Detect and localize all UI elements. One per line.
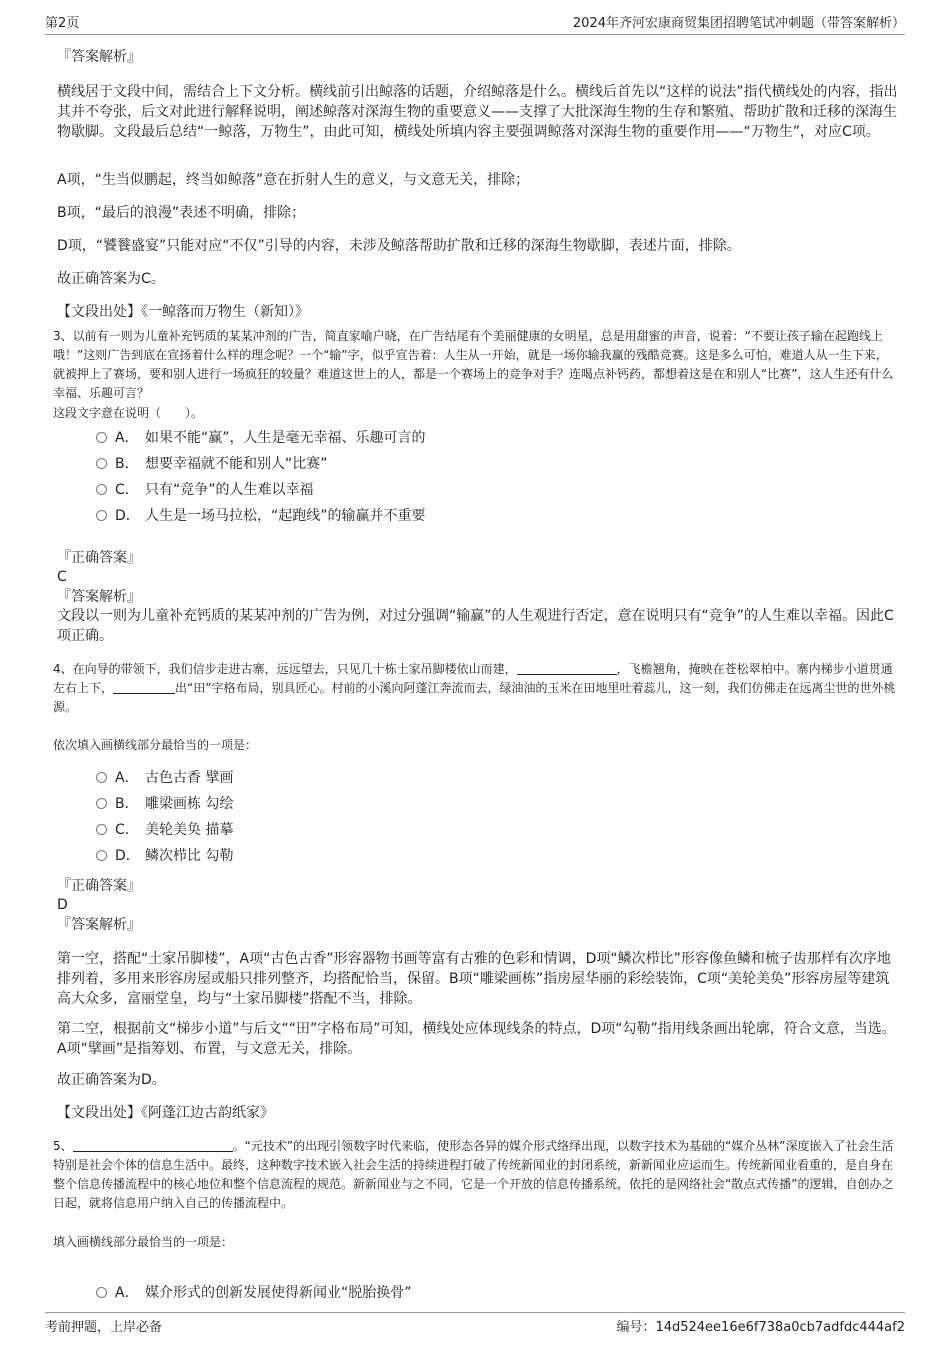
fill-blank <box>113 680 175 694</box>
q3-option-c[interactable]: C． 只有“竞争”的人生难以幸福 <box>96 480 314 500</box>
page-footer <box>45 1312 905 1338</box>
q3-answer: C <box>57 569 67 585</box>
q3-analysis: 文段以一则为儿童补充钙质的某某冲剂的广告为例，对过分强调“输赢”的人生观进行否定，意在说明只有“竞争”的人生难以幸福。因此C项正确。 <box>57 608 894 644</box>
q4-analysis-label: 『答案解析』 <box>57 917 141 933</box>
q3-option-d[interactable]: D． 人生是一场马拉松，“起跑线”的输赢并不重要 <box>96 506 426 526</box>
q4-conclusion: 故正确答案为D。 <box>57 1072 166 1088</box>
radio-icon[interactable] <box>96 458 107 469</box>
q4-analysis-1: 第一空，搭配“土家吊脚楼”，A项“古色古香”形容器物书画等富有古雅的色彩和情调，D项“鳞次栉比”形容像鱼鳞和梳子齿那样有次序地排列着，多用来形容房屋或船只排列整齐，均搭配恰当，保留。B项“雕梁画栋”指房屋华丽的彩绘装饰，C项“美轮美奂”形容房屋等建筑高大众多，富丽堂皇，均与“土家吊脚楼”搭配不当，排除。 <box>57 951 891 1007</box>
q4-answer-label: 『正确答案』 <box>57 878 141 894</box>
option-analysis-b: B项，“最后的浪漫”表述不明确，排除； <box>57 205 306 221</box>
q3-option-b[interactable]: B． 想要幸福就不能和别人“比赛” <box>96 454 328 474</box>
radio-icon[interactable] <box>96 798 107 809</box>
q3-answer-label: 『正确答案』 <box>57 550 141 566</box>
fill-blank <box>517 661 617 675</box>
conclusion: 故正确答案为C。 <box>57 271 165 287</box>
q4-option-c[interactable]: C． 美轮美奂 描摹 <box>96 820 233 840</box>
analysis-label: 『答案解析』 <box>57 49 141 65</box>
q3-analysis-label: 『答案解析』 <box>57 589 141 605</box>
q3-option-a[interactable]: A． 如果不能“赢”，人生是毫无幸福、乐趣可言的 <box>96 428 426 448</box>
radio-icon[interactable] <box>96 484 107 495</box>
q4-analysis-2: 第二空，根据前文“梯步小道”与后文““田”字格布局”可知，横线处应体现线条的特点，D项“勾勒”指用线条画出轮廓，符合文意，当选。A项“擘画”是指筹划、布置，与文意无关，排除。 <box>57 1021 896 1057</box>
q4-option-a[interactable]: A． 古色古香 擘画 <box>96 768 233 788</box>
question-5-prompt: 填入画横线部分最恰当的一项是： <box>53 1235 234 1249</box>
page-header <box>45 12 905 35</box>
source: 【文段出处】《一鲸落而万物生（新知）》 <box>57 304 309 320</box>
q4-option-b[interactable]: B． 雕梁画栋 勾绘 <box>96 794 233 814</box>
radio-icon[interactable] <box>96 432 107 443</box>
document-id: 编号：14d524ee16e6f738a0cb7adfdc444af2 <box>616 1320 905 1335</box>
question-4-text: 4、在向导的带领下，我们信步走进古寨，远远望去，只见几十栋土家吊脚楼依山而建， ，飞檐翘角，掩映在苍松翠柏中。寨内梯步小道贯通左右上下， 出“田”字格布局，别具匠心。村前的小溪向阿蓬江奔流而去，绿油油的玉米在田地里吐着蕊儿，这一刻，我们仿佛走在远离尘世的世外桃源。 <box>53 662 896 714</box>
q4-option-d[interactable]: D． 鳞次栉比 勾勒 <box>96 846 233 866</box>
fill-blank <box>73 1138 233 1152</box>
option-analysis-a: A项，“生当似鹏起，终当如鲸落”意在折射人生的意义，与文意无关，排除； <box>57 172 530 188</box>
question-3-text: 3、以前有一则为儿童补充钙质的某某冲剂的广告，简直家喻户晓，在广告结尾有个美丽健康的女明星，总是用甜蜜的声音，说着：“不要让孩子输在起跑线上哦！”这则广告到底在宣扬着什么样的理念呢？一个“输”字，似乎宣告着：人生从一开始，就是一场你输我赢的残酷竞赛。这是多么可怕，难道人从一生下来，就被押上了赛场，要和别人进行一场疯狂的较量？难道这世上的人，都是一个赛场上的竞争对手？连喝点补钙药，都想着这是在和别人“比赛”，这人生还有什么幸福、乐趣可言？ <box>53 329 894 400</box>
question-3-prompt: 这段文字意在说明（ ）。 <box>53 406 204 420</box>
document-title: 2024年齐河宏康商贸集团招聘笔试冲刺题（带答案解析） <box>572 16 905 31</box>
footer-slogan: 考前押题，上岸必备 <box>45 1320 163 1335</box>
radio-icon[interactable] <box>96 510 107 521</box>
page-number: 第2页 <box>45 16 80 31</box>
analysis-text: 横线居于文段中间，需结合上下文分析。横线前引出鲸落的话题，介绍鲸落是什么。横线后首先以“这样的说法”指代横线处的内容，指出其并不夸张，后文对此进行解释说明，阐述鲸落对深海生物的重要意义——支撑了大批深海生物的生存和繁殖、帮助扩散和迁移的深海生物歇脚。文段最后总结“一鲸落，万物生”，由此可知，横线处所填内容主要强调鲸落对深海生物的重要作用——“万物生”，对应C项。 <box>57 84 898 140</box>
option-analysis-d: D项，“饕餮盛宴”只能对应“不仅”引导的内容，未涉及鲸落帮助扩散和迁移的深海生物歇脚，表述片面，排除。 <box>57 238 741 254</box>
q4-answer: D <box>57 897 68 913</box>
question-5-text: 5、 。“元技术”的出现引领数字时代来临，使形态各异的媒介形式络绎出现，以数字技术为基础的“媒介丛林”深度嵌入了社会生活特别是社会个体的信息生活中。最终，这种数字技术嵌入社会生活的持续进程打破了传统新闻业的封闭系统，新新闻业应运而生。传统新闻业看重的，是自身在整个信息传播流程中的核心地位和整个信息流程的规范。新新闻业与之不同，它是一个开放的信息传播系统，依托的是网络社会“散点式传播”的逻辑，自创办之日起，就将信息用户纳入自己的传播流程中。 <box>53 1139 894 1210</box>
radio-icon[interactable] <box>96 824 107 835</box>
question-4-prompt: 依次填入画横线部分最恰当的一项是： <box>53 738 258 752</box>
q4-source: 【文段出处】《阿蓬江边古韵纸家》 <box>57 1105 274 1121</box>
radio-icon[interactable] <box>96 772 107 783</box>
radio-icon[interactable] <box>96 1287 107 1298</box>
radio-icon[interactable] <box>96 850 107 861</box>
q5-option-a[interactable]: A． 媒介形式的创新发展使得新闻业“脱胎换骨” <box>96 1283 412 1303</box>
